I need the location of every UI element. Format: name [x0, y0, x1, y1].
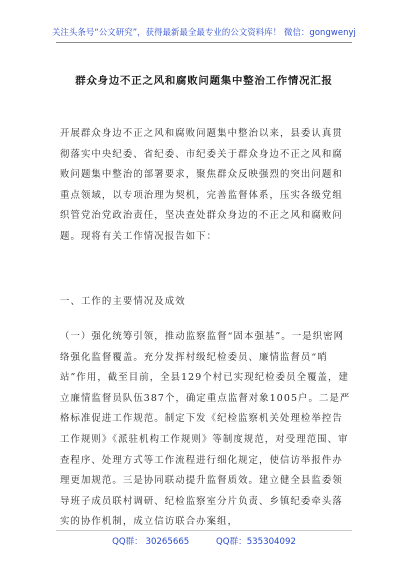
intro-paragraph: 开展群众身边不正之风和腐败问题集中整治以来，县委认真贯彻落实中央纪委、省纪委、市纪委关于群众身边不正之风和腐败问题集中整治的部署要求，聚焦群众反映强烈的突出问题和重点领域，以专项治理为契机，完善监督体系，压实各级党组织管党治党政治责任，坚决查处群众身边的不正之风和腐败问题。现将有关工作情况报告如下： — [60, 128, 343, 242]
footer-qq-group-2: QQ群：535304092 — [216, 537, 296, 547]
page-footer — [0, 535, 408, 547]
document-title: 群众身边不正之风和腐败问题集中整治工作情况汇报 — [75, 75, 333, 87]
footer-divider — [56, 530, 352, 531]
page-header-note: 关注头条号“公文研究”，获得最新最全最专业的公文资料库！ 微信：gongwenyj — [52, 27, 356, 37]
section-paragraph: （一）强化统筹引领，推动监察监督“固本强基”。一是织密网络强化监督覆盖。充分发挥村级纪检委员、廉情监督员“哨站”作用，截至目前，全县129个村已实现纪检委员全覆盖，建立廉情监督员队伍387个，确定重点监督对象1005户。二是严格标准促进工作规范。制定下发《纪检监察机关处理检举控告工作规则》《派驻机构工作规则》等制度规范，对受理范围、审查程序、处理方式等工作流程进行细化规定，使信访举报件办理更加规范。三是协同联动提升监督质效。建立健全县监委领导班子成员联村调研、纪检监察室分片负责、乡镇纪委牵头落实的协作机制，成立信访联合办案组， — [60, 331, 351, 528]
footer-qq-group-1: QQ群： 30265665 — [112, 537, 190, 547]
header-divider — [56, 42, 352, 43]
section-heading: 一、工作的主要情况及成效 — [60, 296, 186, 307]
